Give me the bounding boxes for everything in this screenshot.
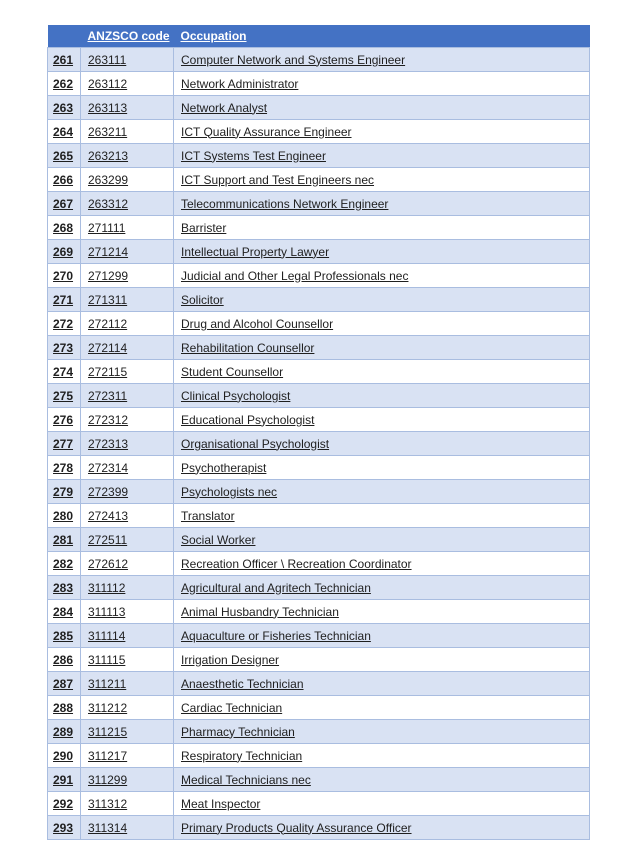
occupation-link[interactable]: Anaesthetic Technician: [181, 676, 304, 691]
row-number-cell: [48, 432, 81, 456]
row-number-cell: [48, 264, 81, 288]
anzsco-code-cell: [81, 744, 174, 768]
anzsco-code-link[interactable]: 263299: [88, 172, 129, 187]
anzsco-code-link[interactable]: 311212: [88, 700, 128, 715]
row-number-cell: [48, 96, 81, 120]
row-number-link[interactable]: 271: [53, 292, 74, 307]
anzsco-code-cell: [81, 72, 174, 96]
row-number-cell: [48, 672, 81, 696]
table-row: [48, 240, 590, 264]
occupation-cell: [174, 600, 590, 624]
anzsco-code-cell: [81, 384, 174, 408]
anzsco-code-cell: [81, 696, 174, 720]
anzsco-code-link[interactable]: 263312: [88, 196, 129, 211]
anzsco-code-link[interactable]: 311113: [88, 604, 126, 619]
anzsco-code-link[interactable]: 272511: [88, 532, 128, 547]
row-number-link[interactable]: 270: [53, 268, 74, 283]
table-row: [48, 216, 590, 240]
row-number-cell: [48, 816, 81, 840]
occupation-link[interactable]: Aquaculture or Fisheries Technician: [181, 628, 371, 643]
table-row: [48, 48, 590, 72]
occupation-cell: [174, 216, 590, 240]
occupation-link[interactable]: Psychotherapist: [181, 460, 267, 475]
occupation-link[interactable]: ICT Quality Assurance Engineer: [181, 124, 352, 139]
anzsco-code-link[interactable]: 263112: [88, 76, 128, 91]
table-row: [48, 696, 590, 720]
row-number-cell: [48, 600, 81, 624]
table-row: [48, 720, 590, 744]
row-number-cell: [48, 552, 81, 576]
table-row: [48, 648, 590, 672]
anzsco-code-cell: [81, 312, 174, 336]
row-number-cell: [48, 336, 81, 360]
occupation-link[interactable]: Drug and Alcohol Counsellor: [181, 316, 334, 331]
occupation-link[interactable]: Irrigation Designer: [181, 652, 280, 667]
anzsco-code-cell: [81, 192, 174, 216]
occupation-link[interactable]: Respiratory Technician: [181, 748, 303, 763]
anzsco-code-link[interactable]: 311211: [88, 676, 127, 691]
occupation-cell: [174, 576, 590, 600]
row-number-cell: [48, 624, 81, 648]
row-number-cell: [48, 48, 81, 72]
row-number-link[interactable]: 290: [53, 748, 74, 763]
anzsco-code-link[interactable]: 272312: [88, 412, 129, 427]
occupation-link[interactable]: Cardiac Technician: [181, 700, 283, 715]
table-row: [48, 456, 590, 480]
occupation-cell: [174, 408, 590, 432]
anzsco-code-cell: [81, 216, 174, 240]
row-number-cell: [48, 144, 81, 168]
row-number-cell: [48, 168, 81, 192]
anzsco-code-cell: [81, 600, 174, 624]
occupation-list-page: [47, 25, 589, 840]
occupation-link[interactable]: Network Analyst: [181, 100, 268, 115]
table-row: [48, 96, 590, 120]
row-number-link[interactable]: 286: [53, 652, 74, 667]
table-row: [48, 120, 590, 144]
row-number-cell: [48, 408, 81, 432]
table-row: [48, 168, 590, 192]
anzsco-code-cell: [81, 816, 174, 840]
row-number-link[interactable]: 273: [53, 340, 74, 355]
occupation-cell: [174, 552, 590, 576]
table-row: [48, 600, 590, 624]
row-number-cell: [48, 744, 81, 768]
table-row: [48, 672, 590, 696]
row-number-link[interactable]: 264: [53, 124, 74, 139]
occupation-cell: [174, 720, 590, 744]
anzsco-code-link[interactable]: 272612: [88, 556, 129, 571]
anzsco-code-cell: [81, 168, 174, 192]
row-number-cell: [48, 192, 81, 216]
row-number-link[interactable]: 285: [53, 628, 74, 643]
occupation-cell: [174, 168, 590, 192]
anzsco-code-cell: [81, 240, 174, 264]
row-number-cell: [48, 384, 81, 408]
row-number-link[interactable]: 267: [53, 196, 74, 211]
occupation-cell: [174, 48, 590, 72]
anzsco-code-link[interactable]: 311312: [88, 796, 128, 811]
occupation-cell: [174, 120, 590, 144]
occupation-cell: [174, 384, 590, 408]
row-number-cell: [48, 696, 81, 720]
anzsco-code-link[interactable]: 311215: [88, 724, 128, 739]
anzsco-code-cell: [81, 504, 174, 528]
occupation-cell: [174, 816, 590, 840]
anzsco-code-link[interactable]: 263111: [88, 52, 127, 67]
table-row: [48, 384, 590, 408]
row-number-link[interactable]: 265: [53, 148, 74, 163]
occupation-cell: [174, 792, 590, 816]
anzsco-code-link[interactable]: 272314: [88, 460, 129, 475]
row-number-link[interactable]: 282: [53, 556, 74, 571]
table-row: [48, 768, 590, 792]
occupation-link[interactable]: Pharmacy Technician: [181, 724, 295, 739]
occupation-link[interactable]: Recreation Officer \ Recreation Coordinator: [181, 556, 412, 571]
occupation-cell: [174, 240, 590, 264]
table-row: [48, 576, 590, 600]
anzsco-code-cell: [81, 336, 174, 360]
table-row: [48, 504, 590, 528]
table-row: [48, 312, 590, 336]
anzsco-code-link[interactable]: 272114: [88, 340, 128, 355]
anzsco-code-link[interactable]: 311217: [88, 748, 128, 763]
anzsco-code-link[interactable]: 271299: [88, 268, 129, 283]
anzsco-code-link[interactable]: 272115: [88, 364, 128, 379]
anzsco-code-cell: [81, 360, 174, 384]
occupation-link[interactable]: Medical Technicians nec: [181, 772, 311, 787]
occupation-link[interactable]: Computer Network and Systems Engineer: [181, 52, 406, 67]
row-number-link[interactable]: 275: [53, 388, 74, 403]
table-row: [48, 72, 590, 96]
occupation-cell: [174, 264, 590, 288]
occupation-cell: [174, 72, 590, 96]
table-row: [48, 480, 590, 504]
row-number-cell: [48, 720, 81, 744]
anzsco-code-link[interactable]: 272112: [88, 316, 128, 331]
table-row: [48, 360, 590, 384]
anzsco-code-cell: [81, 288, 174, 312]
anzsco-code-link[interactable]: 271311: [88, 292, 128, 307]
row-number-link[interactable]: 276: [53, 412, 74, 427]
anzsco-code-cell: [81, 648, 174, 672]
table-row: [48, 552, 590, 576]
row-number-cell: [48, 120, 81, 144]
occupation-link[interactable]: Solicitor: [181, 292, 224, 307]
anzsco-code-cell: [81, 480, 174, 504]
anzsco-code-cell: [81, 552, 174, 576]
header-anzsco-code: ANZSCO code: [81, 25, 174, 48]
occupation-cell: [174, 504, 590, 528]
anzsco-code-link[interactable]: 311112: [88, 580, 126, 595]
occupation-cell: [174, 480, 590, 504]
table-row: [48, 624, 590, 648]
row-number-link[interactable]: 280: [53, 508, 74, 523]
occupation-link[interactable]: Judicial and Other Legal Professionals nec: [181, 268, 409, 283]
anzsco-code-link[interactable]: 311314: [88, 820, 128, 835]
occupation-link[interactable]: Student Counsellor: [181, 364, 284, 379]
occupation-link[interactable]: Educational Psychologist: [181, 412, 315, 427]
row-number-link[interactable]: 289: [53, 724, 74, 739]
row-number-cell: [48, 72, 81, 96]
anzsco-code-cell: [81, 576, 174, 600]
anzsco-code-cell: [81, 792, 174, 816]
occupation-cell: [174, 528, 590, 552]
row-number-cell: [48, 216, 81, 240]
table-row: [48, 144, 590, 168]
anzsco-code-link[interactable]: 272399: [88, 484, 129, 499]
anzsco-code-cell: [81, 120, 174, 144]
row-number-link[interactable]: 266: [53, 172, 74, 187]
anzsco-code-link[interactable]: 272313: [88, 436, 129, 451]
row-number-cell: [48, 648, 81, 672]
table-header-row: [48, 25, 590, 48]
occupation-link[interactable]: Social Worker: [181, 532, 256, 547]
anzsco-code-cell: [81, 768, 174, 792]
anzsco-code-cell: [81, 264, 174, 288]
occupation-link[interactable]: Telecommunications Network Engineer: [181, 196, 389, 211]
occupation-cell: [174, 744, 590, 768]
row-number-cell: [48, 240, 81, 264]
occupation-link[interactable]: Translator: [181, 508, 235, 523]
anzsco-code-link[interactable]: 271111: [88, 220, 126, 235]
occupation-cell: [174, 648, 590, 672]
table-body: [48, 48, 590, 840]
row-number-cell: [48, 312, 81, 336]
anzsco-code-link[interactable]: 263113: [88, 100, 128, 115]
row-number-link[interactable]: 278: [53, 460, 74, 475]
table-row: [48, 288, 590, 312]
row-number-link[interactable]: 288: [53, 700, 74, 715]
anzsco-code-link[interactable]: 272311: [88, 388, 128, 403]
occupation-link[interactable]: Barrister: [181, 220, 227, 235]
row-number-link[interactable]: 287: [53, 676, 74, 691]
row-number-link[interactable]: 293: [53, 820, 74, 835]
row-number-cell: [48, 504, 81, 528]
occupation-link[interactable]: Animal Husbandry Technician: [181, 604, 339, 619]
table-row: [48, 432, 590, 456]
table-row: [48, 408, 590, 432]
row-number-link[interactable]: 274: [53, 364, 74, 379]
anzsco-code-cell: [81, 432, 174, 456]
row-number-cell: [48, 456, 81, 480]
anzsco-code-cell: [81, 624, 174, 648]
anzsco-code-cell: [81, 96, 174, 120]
occupation-cell: [174, 96, 590, 120]
table-row: [48, 744, 590, 768]
anzsco-code-link[interactable]: 311115: [88, 652, 126, 667]
table-row: [48, 264, 590, 288]
row-number-cell: [48, 480, 81, 504]
occupation-link[interactable]: Network Administrator: [181, 76, 299, 91]
occupation-link[interactable]: Psychologists nec: [181, 484, 278, 499]
occupation-link[interactable]: Intellectual Property Lawyer: [181, 244, 330, 259]
anzsco-code-link[interactable]: 263211: [88, 124, 128, 139]
occupation-link[interactable]: ICT Systems Test Engineer: [181, 148, 326, 163]
anzsco-code-cell: [81, 456, 174, 480]
anzsco-code-cell: [81, 528, 174, 552]
occupation-cell: [174, 312, 590, 336]
row-number-link[interactable]: 279: [53, 484, 74, 499]
row-number-link[interactable]: 263: [53, 100, 74, 115]
occupation-link[interactable]: Rehabilitation Counsellor: [181, 340, 315, 355]
occupation-cell: [174, 432, 590, 456]
occupation-cell: [174, 672, 590, 696]
anzsco-code-cell: [81, 48, 174, 72]
occupation-link[interactable]: Organisational Psychologist: [181, 436, 330, 451]
header-number: [48, 25, 81, 48]
occupation-link[interactable]: Clinical Psychologist: [181, 388, 291, 403]
table-row: [48, 192, 590, 216]
anzsco-code-link[interactable]: 311299: [88, 772, 128, 787]
row-number-link[interactable]: 284: [53, 604, 74, 619]
anzsco-code-cell: [81, 720, 174, 744]
row-number-link[interactable]: 268: [53, 220, 74, 235]
anzsco-code-link[interactable]: 272413: [88, 508, 129, 523]
row-number-link[interactable]: 281: [53, 532, 74, 547]
occupation-cell: [174, 768, 590, 792]
occupation-cell: [174, 192, 590, 216]
table-row: [48, 792, 590, 816]
table-row: [48, 336, 590, 360]
occupation-link[interactable]: Agricultural and Agritech Technician: [181, 580, 371, 595]
row-number-link[interactable]: 272: [53, 316, 74, 331]
row-number-cell: [48, 576, 81, 600]
row-number-link[interactable]: 283: [53, 580, 74, 595]
row-number-link[interactable]: 269: [53, 244, 74, 259]
anzsco-code-link[interactable]: 263213: [88, 148, 129, 163]
occupation-cell: [174, 360, 590, 384]
occupation-link[interactable]: ICT Support and Test Engineers nec: [181, 172, 375, 187]
occupation-cell: [174, 696, 590, 720]
anzsco-code-cell: [81, 144, 174, 168]
anzsco-code-cell: [81, 672, 174, 696]
row-number-link[interactable]: 292: [53, 796, 74, 811]
table-row: [48, 528, 590, 552]
anzsco-code-link[interactable]: 271214: [88, 244, 129, 259]
occupation-cell: [174, 336, 590, 360]
header-occupation: Occupation: [174, 25, 590, 48]
occupation-link[interactable]: Meat Inspector: [181, 796, 261, 811]
anzsco-code-link[interactable]: 311114: [88, 628, 126, 643]
anzsco-code-cell: [81, 408, 174, 432]
occupation-cell: [174, 144, 590, 168]
occupation-table: [47, 25, 590, 840]
row-number-cell: [48, 360, 81, 384]
row-number-link[interactable]: 291: [53, 772, 74, 787]
occupation-cell: [174, 624, 590, 648]
row-number-cell: [48, 768, 81, 792]
row-number-link[interactable]: 261: [53, 52, 74, 67]
occupation-cell: [174, 288, 590, 312]
table-row: [48, 816, 590, 840]
occupation-cell: [174, 456, 590, 480]
row-number-cell: [48, 528, 81, 552]
row-number-cell: [48, 288, 81, 312]
row-number-cell: [48, 792, 81, 816]
row-number-link[interactable]: 262: [53, 76, 74, 91]
occupation-link[interactable]: Primary Products Quality Assurance Officer: [181, 820, 412, 835]
row-number-link[interactable]: 277: [53, 436, 74, 451]
